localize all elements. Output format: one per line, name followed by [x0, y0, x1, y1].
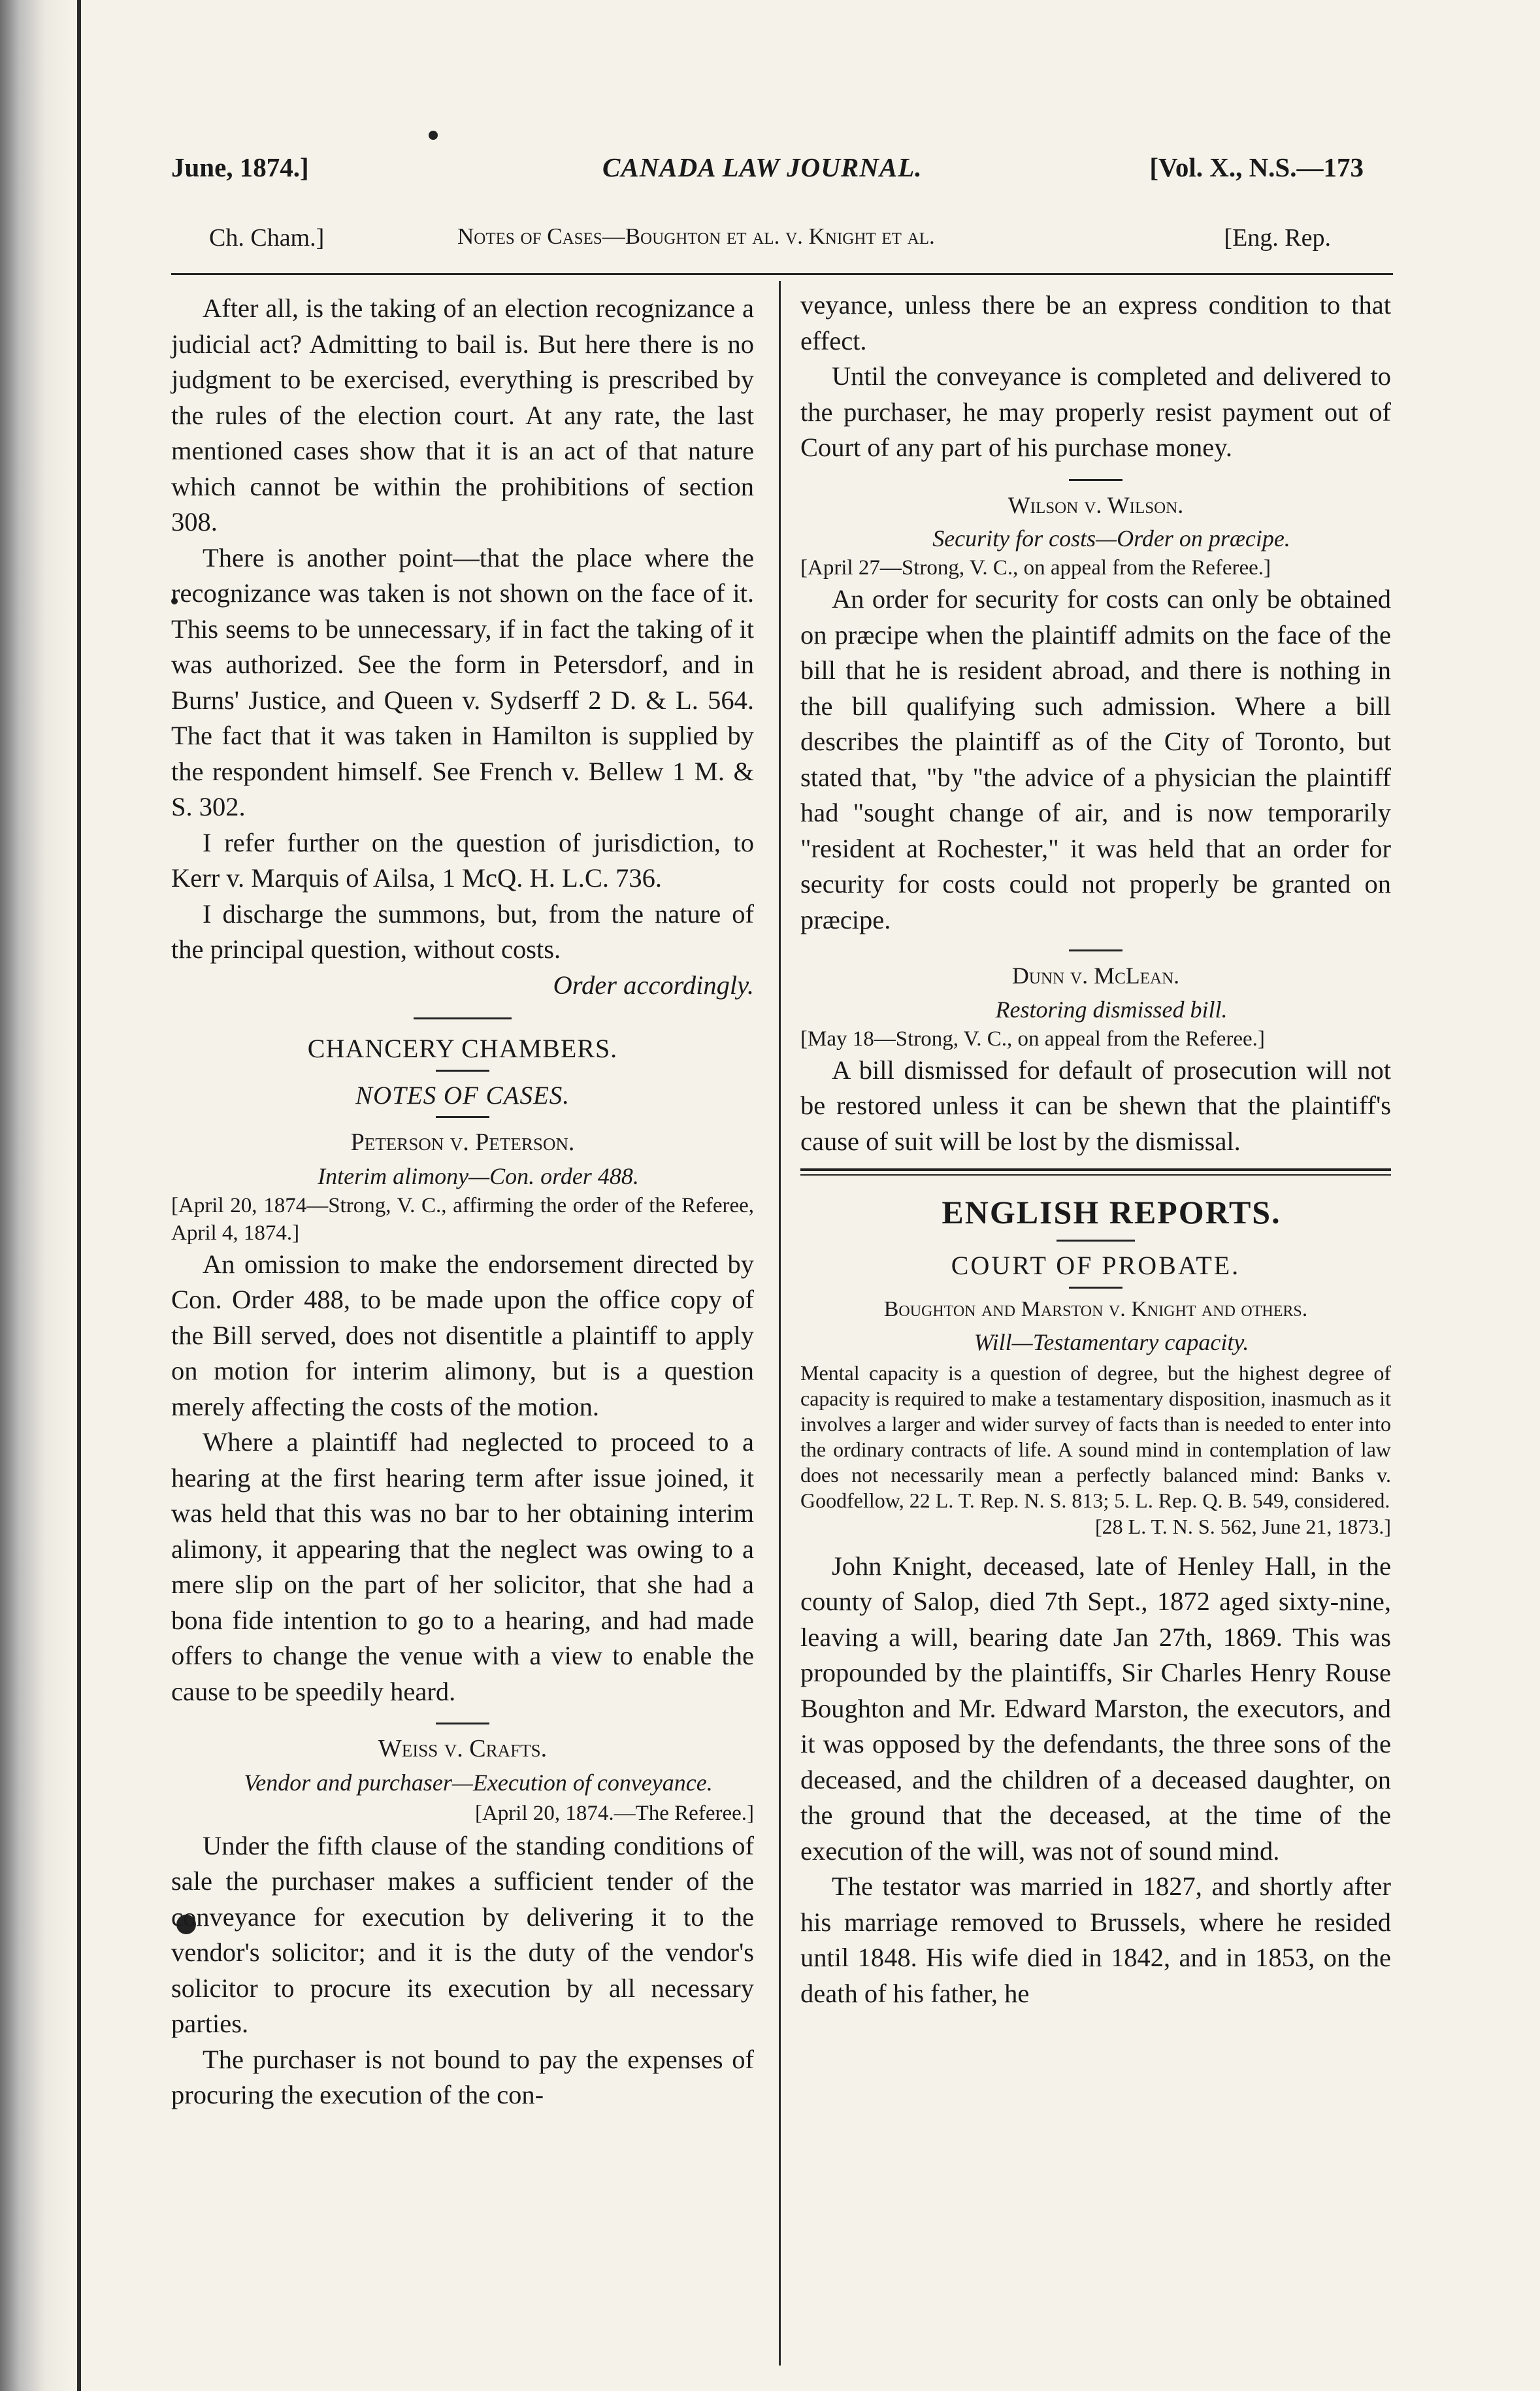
subheader-center: Notes of Cases—Boughton et al. v. Knight et al. — [457, 223, 935, 249]
paragraph: An order for security for costs can only be obtained on præcipe when the plaintiff admits on the face of the bill that he is resident abroad, and there is nothing in the bill qualifying such admission. Where a bill describes the plaintiff as of the City of Toronto, but stated that, "by "the advice of a physician the plaintiff had "sought change of air, and is now temporarily "resident at Rochester," it was held that an order for security for costs could not properly be granted on præcipe. — [800, 584, 1391, 934]
subheader-right: [Eng. Rep. — [1224, 224, 1331, 252]
order-line: Order accordingly. — [553, 970, 754, 1000]
case-subtitle: Interim alimony—Con. order 488. — [318, 1163, 639, 1189]
scan-binding-line — [77, 0, 81, 2391]
divider-rule — [414, 1017, 512, 1019]
left-column — [171, 291, 754, 2113]
case-reference: [May 18—Strong, V. C., on appeal from the Referee.] — [800, 1027, 1265, 1051]
paragraph: I refer further on the question of jurisdiction, to Kerr v. Marquis of Ailsa, 1 McQ. H. L.C. 736. — [171, 827, 754, 893]
divider-rule — [436, 1116, 489, 1118]
divider-rule — [1057, 1240, 1135, 1242]
double-rule — [800, 1168, 1391, 1176]
running-header — [171, 152, 1364, 210]
divider-rule — [436, 1070, 489, 1072]
paragraph: Under the fifth clause of the standing conditions of sale the purchaser makes a sufficient tender of the conveyance for execution by delivering it to the vendor's solicitor; and it is the duty of the vendor's solicitor to procure its execution by all necessary parties. — [171, 1830, 754, 2038]
right-column — [800, 288, 1391, 2011]
paragraph: A bill dismissed for default of prosecution will not be restored unless it can be shewn that the plaintiff's cause of suit will be lost by the dismissal. — [800, 1055, 1391, 1156]
case-subtitle: Restoring dismissed bill. — [995, 996, 1228, 1023]
scan-edge — [0, 0, 72, 2391]
paragraph: After all, is the taking of an election recognizance a judicial act? Admitting to bail is. But here there is no judgment to be exercised, everything is prescribed by the rules of the election court. At any rate, the last mentioned cases show that it is an act of that nature which cannot be within the prohibitions of section 308. — [171, 293, 754, 536]
paragraph: veyance, unless there be an express condition to that effect. — [800, 290, 1391, 355]
section-title: ENGLISH REPORTS. — [942, 1194, 1281, 1230]
subheader-left: Ch. Cham.] — [209, 224, 325, 252]
paragraph: Until the conveyance is completed and delivered to the purchaser, he may properly resist payment out of Court of any part of his purchase money. — [800, 361, 1391, 462]
case-title: Weiss v. Crafts. — [378, 1735, 548, 1762]
ink-speck — [429, 131, 438, 140]
paragraph: The testator was married in 1827, and shortly after his marriage removed to Brussels, where he resided until 1848. His wife died in 1842, and in 1853, on the death of his father, he — [800, 1872, 1391, 2008]
divider-rule — [1069, 949, 1122, 951]
divider-rule — [436, 1723, 489, 1724]
case-subtitle: Vendor and purchaser—Execution of conveyance. — [244, 1769, 713, 1796]
paragraph: John Knight, deceased, late of Henley Hall, in the county of Salop, died 7th Sept., 1872 aged sixty-nine, leaving a will, bearing date Jan 27th, 1869. This was propounded by the plaintiffs, Sir Charles Henry Rouse Boughton and Mr. Edward Marston, the executors, and it was opposed by the defendants, the three sons of the deceased, and the children of a deceased daughter, on the ground that the deceased, at the time of the execution of the will, was not of sound mind. — [800, 1551, 1391, 1866]
divider-rule — [1069, 1287, 1122, 1289]
court-title: COURT OF PROBATE. — [951, 1251, 1241, 1280]
section-title: CHANCERY CHAMBERS. — [307, 1034, 618, 1063]
header-rule — [171, 273, 1393, 275]
case-title: Boughton and Marston v. Knight and others. — [883, 1296, 1308, 1321]
column-divider — [779, 281, 781, 2366]
case-reference: [April 27—Strong, V. C., on appeal from the Referee.] — [800, 556, 1271, 580]
case-subtitle: Security for costs—Order on præcipe. — [932, 525, 1290, 552]
case-reference: [28 L. T. N. S. 562, June 21, 1873.] — [1094, 1514, 1391, 1538]
paragraph: I discharge the summons, but, from the nature of the principal question, without costs. — [171, 899, 754, 964]
paragraph: The purchaser is not bound to pay the expenses of procuring the execution of the con- — [171, 2044, 754, 2109]
paragraph: There is another point—that the place where the recognizance was taken is not shown on the face of it. This seems to be unnecessary, if in fact the taking of it was authorized. See the form in Petersdorf, and in Burns' Justice, and Queen v. Sydserff 2 D. & L. 564. The fact that it was taken in Hamilton is supplied by the respondent himself. See French v. Bellew 1 M. & S. 302. — [171, 542, 754, 821]
case-subtitle: Will—Testamentary capacity. — [974, 1328, 1249, 1355]
case-title: Peterson v. Peterson. — [350, 1129, 575, 1156]
header-journal-title: CANADA LAW JOURNAL. — [602, 152, 923, 182]
case-title: Dunn v. McLean. — [1011, 963, 1180, 989]
divider-rule — [1069, 479, 1122, 481]
case-reference: [April 20, 1874.—The Referee.] — [474, 1801, 754, 1825]
case-reference: [April 20, 1874—Strong, V. C., affirming the order of the Referee, April 4, 1874.] — [171, 1193, 754, 1245]
section-subtitle: NOTES OF CASES. — [355, 1081, 570, 1110]
paragraph: Where a plaintiff had neglected to proceed to a hearing at the first hearing term after issue joined, it was held that this was no bar to her obtaining interim alimony, it appearing that the neglect was owing to a mere slip on the part of her solicitor, that she had a bona fide intention to go to a hearing, and had made offers to change the venue with a view to enable the cause to be speedily heard. — [171, 1427, 754, 1706]
headnote: Mental capacity is a question of degree, but the highest degree of capacity is required to make a testamentary disposition, inasmuch as it involves a larger and wider survey of facts than is needed to enter into the ordinary contracts of life. A sound mind in contemplation of law does not necessarily mean a perfectly balanced mind: Banks v. Goodfellow, 22 L. T. Rep. N. S. 813; 5. L. Rep. Q. B. 549, considered. — [800, 1360, 1391, 1512]
case-title: Wilson v. Wilson. — [1008, 491, 1184, 518]
paragraph: An omission to make the endorsement directed by Con. Order 488, to be made upon the office copy of the Bill served, does not disentitle a plaintiff to apply on motion for interim alimony, but is a question merely affecting the costs of the motion. — [171, 1249, 754, 1421]
header-date: June, 1874.] — [171, 152, 309, 182]
header-volume: [Vol. X., N.S.—173 — [1149, 152, 1364, 182]
